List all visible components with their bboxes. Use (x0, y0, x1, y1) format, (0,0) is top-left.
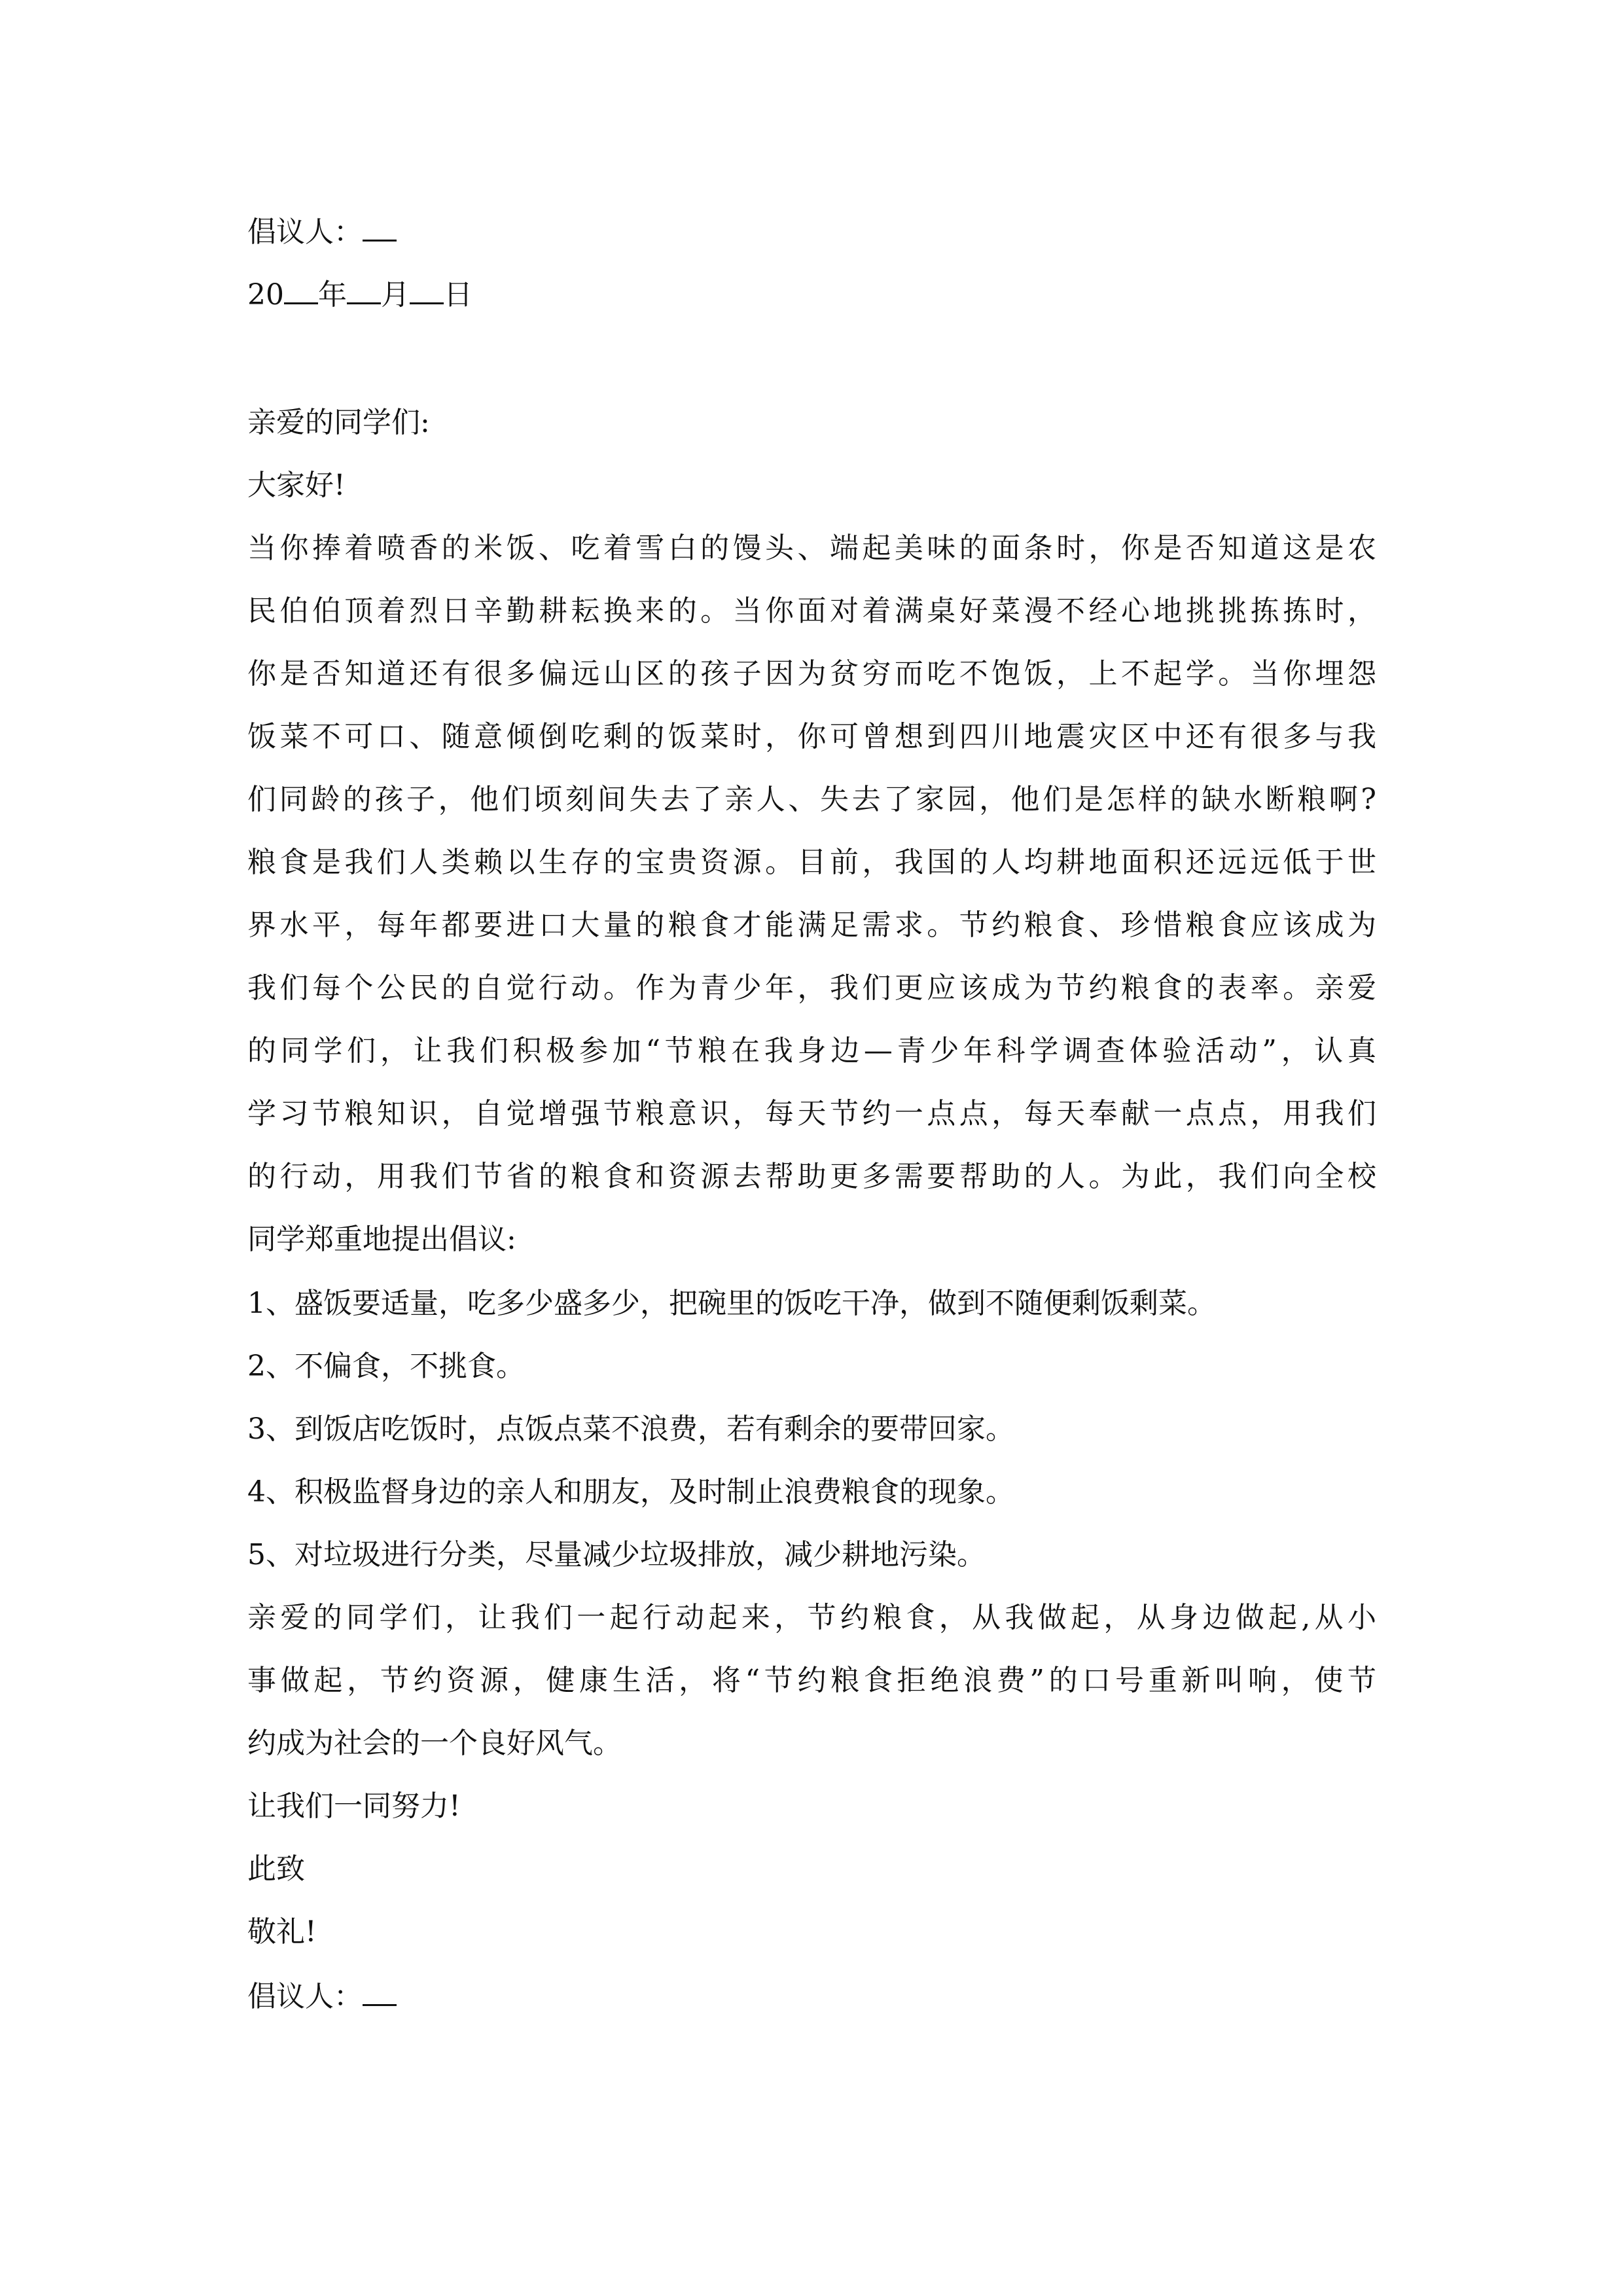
body-line: 民伯伯顶着烈日辛勤耕耘换来的。当你面对着满桌好菜漫不经心地挑挑拣拣时， (247, 594, 1376, 628)
closing-line: 约成为社会的一个良好风气。 (247, 1727, 622, 1760)
signature-label: 倡议人： (247, 1980, 363, 2013)
initiator-line-top (247, 211, 397, 250)
salutation: 亲爱的同学们: (247, 406, 430, 439)
greeting: 大家好! (247, 469, 346, 502)
body-line: 你是否知道还有很多偏远山区的孩子因为贫穷而吃不饱饭，上不起学。当你埋怨 (247, 657, 1376, 691)
date-line (247, 274, 473, 313)
signature-line (247, 1975, 397, 2015)
body-line: 饭菜不可口、随意倾倒吃剩的饭菜时，你可曾想到四川地震灾区中还有很多与我 (247, 720, 1376, 753)
body-line: 的同学们，让我们积极参加“节粮在我身边—青少年科学调查体验活动”，认真 (247, 1034, 1376, 1067)
closing-line: 事做起，节约资源，健康生活，将“节约粮食拒绝浪费”的口号重新叫响，使节 (247, 1664, 1376, 1697)
date-month-label: 月 (381, 278, 410, 312)
proposal-item: 4、积极监督身边的亲人和朋友，及时制止浪费粮食的现象。 (247, 1475, 1014, 1509)
year-blank (284, 274, 318, 304)
call-to-action: 让我们一同努力! (247, 1789, 461, 1823)
proposal-item: 3、到饭店吃饭时，点饭点菜不浪费，若有剩余的要带回家。 (247, 1412, 1014, 1446)
proposal-item: 5、对垃圾进行分类，尽量减少垃圾排放，减少耕地污染。 (247, 1538, 986, 1571)
proposal-item: 1、盛饭要适量，吃多少盛多少，把碗里的饭吃干净，做到不随便剩饭剩菜。 (247, 1287, 1216, 1320)
date-year-label: 年 (318, 278, 347, 312)
cizhi: 此致 (247, 1852, 305, 1886)
jingli: 敬礼! (247, 1915, 317, 1948)
body-line: 粮食是我们人类赖以生存的宝贵资源。目前，我国的人均耕地面积还远远低于世 (247, 846, 1376, 879)
date-day-label: 日 (444, 278, 473, 312)
signature-blank (363, 1975, 397, 2006)
closing-line: 亲爱的同学们，让我们一起行动起来，节约粮食，从我做起，从身边做起,从小 (247, 1601, 1376, 1634)
body-line: 我们每个公民的自觉行动。作为青少年，我们更应该成为节约粮食的表率。亲爱 (247, 971, 1376, 1005)
body-line: 的行动，用我们节省的粮食和资源去帮助更多需要帮助的人。为此，我们向全校 (247, 1160, 1376, 1193)
body-line: 界水平，每年都要进口大量的粮食才能满足需求。节约粮食、珍惜粮食应该成为 (247, 908, 1376, 942)
date-prefix: 20 (247, 278, 284, 312)
day-blank (410, 274, 444, 304)
body-line: 们同龄的孩子，他们顷刻间失去了亲人、失去了家园，他们是怎样的缺水断粮啊? (247, 783, 1376, 816)
initiator-label: 倡议人： (247, 215, 363, 249)
proposal-item: 2、不偏食，不挑食。 (247, 1350, 525, 1383)
body-line: 学习节粮知识，自觉增强节粮意识，每天节约一点点，每天奉献一点点，用我们 (247, 1097, 1376, 1130)
body-line: 同学郑重地提出倡议: (247, 1223, 516, 1256)
month-blank (347, 274, 381, 304)
initiator-blank (363, 211, 397, 242)
body-line: 当你捧着喷香的米饭、吃着雪白的馒头、端起美味的面条时，你是否知道这是农 (247, 531, 1376, 565)
